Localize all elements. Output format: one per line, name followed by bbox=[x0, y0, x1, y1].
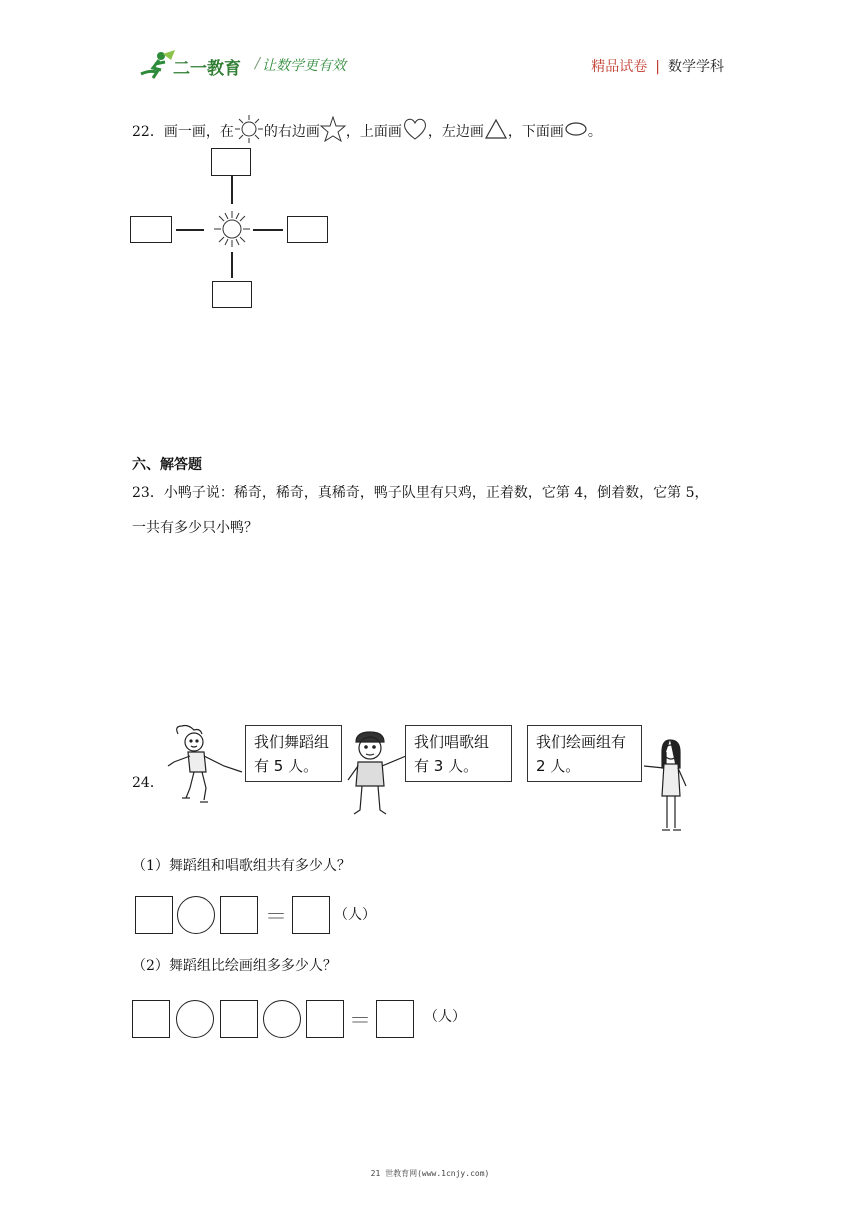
heart-icon bbox=[402, 117, 428, 147]
q23-line-2: 一共有多少只小鸭？ bbox=[132, 520, 258, 536]
triangle-icon bbox=[484, 118, 508, 146]
bubble-dance-line-1: 我们舞蹈组 bbox=[254, 733, 330, 751]
speech-bubble-sing bbox=[405, 725, 512, 782]
q24-sub-1: （1）舞蹈组和唱歌组共有多少人？ bbox=[132, 858, 351, 874]
eq1-box-2[interactable] bbox=[220, 896, 258, 934]
eq1-equals: ＝ bbox=[265, 905, 288, 930]
eq1-operator-circle[interactable] bbox=[177, 896, 215, 934]
q22-text-4: ，左边画 bbox=[427, 124, 484, 140]
bubble-dance-line-2: 有 5 人。 bbox=[254, 757, 319, 775]
eq1-unit: （人） bbox=[334, 907, 376, 923]
q24-sub-2: （2）舞蹈组比绘画组多多少人？ bbox=[132, 958, 337, 974]
eq1-result-box[interactable] bbox=[292, 896, 330, 934]
connector-top bbox=[231, 176, 233, 204]
eq2-unit: （人） bbox=[424, 1009, 466, 1025]
eq2-operator-circle-2[interactable] bbox=[263, 1000, 301, 1038]
dancer-girl-illustration bbox=[164, 724, 244, 813]
header-subject: 数学学科 bbox=[668, 59, 724, 75]
answer-box-left[interactable] bbox=[130, 216, 172, 243]
q22-text-3: ，上面画 bbox=[345, 124, 402, 140]
connector-right bbox=[253, 229, 283, 231]
q22-text-1: 画一画，在 bbox=[163, 124, 234, 140]
star-icon bbox=[320, 116, 346, 148]
q23-line-1: 23．小鸭子说：稀奇，稀奇，真稀奇，鸭子队里有只鸡，正着数，它第 4，倒着数，它第 5， bbox=[132, 485, 709, 501]
page-footer: 21 世教育网(www.1cnjy.com) bbox=[370, 1169, 490, 1178]
speech-bubble-dance bbox=[245, 725, 342, 782]
singer-boy-illustration bbox=[340, 730, 408, 824]
eq2-box-3[interactable] bbox=[306, 1000, 344, 1038]
question-22 bbox=[132, 114, 602, 150]
eq2-box-1[interactable] bbox=[132, 1000, 170, 1038]
q22-text-2: 的右边画 bbox=[263, 124, 320, 140]
bubble-draw-line-1: 我们绘画组有 bbox=[536, 733, 627, 751]
bubble-sing-line-2: 有 3 人。 bbox=[414, 757, 479, 775]
eq2-operator-circle-1[interactable] bbox=[176, 1000, 214, 1038]
answer-box-right[interactable] bbox=[287, 216, 328, 243]
answer-box-top[interactable] bbox=[211, 148, 251, 176]
section-title: 六、解答题 bbox=[132, 457, 202, 473]
eq2-box-2[interactable] bbox=[220, 1000, 258, 1038]
q22-text-6: 。 bbox=[587, 124, 602, 140]
header-right bbox=[591, 56, 724, 76]
header-slogan: 让数学更有效 bbox=[262, 58, 346, 74]
eq2-result-box[interactable] bbox=[376, 1000, 414, 1038]
header-label: 精品试卷 bbox=[591, 59, 648, 75]
site-logo bbox=[135, 48, 255, 82]
sun-icon bbox=[234, 114, 264, 150]
center-sun-icon bbox=[213, 210, 251, 252]
q22-number: 22． bbox=[132, 124, 164, 140]
eq1-box-1[interactable] bbox=[135, 896, 173, 934]
q24-number: 24． bbox=[132, 775, 164, 791]
header-separator: | bbox=[655, 59, 660, 75]
eq2-equals: ＝ bbox=[349, 1009, 372, 1034]
header-slash: / bbox=[255, 54, 261, 72]
bubble-sing-line-1: 我们唱歌组 bbox=[414, 733, 490, 751]
painter-girl-illustration bbox=[640, 738, 702, 842]
oval-icon bbox=[564, 121, 588, 143]
speech-bubble-draw bbox=[527, 725, 642, 782]
connector-bottom bbox=[231, 252, 233, 278]
answer-box-bottom[interactable] bbox=[212, 281, 252, 308]
bubble-draw-line-2: 2 人。 bbox=[536, 757, 581, 775]
runner-logo-icon bbox=[135, 48, 255, 82]
connector-left bbox=[176, 229, 204, 231]
q22-text-5: ，下面画 bbox=[507, 124, 564, 140]
svg-text:二一教育: 二一教育 bbox=[173, 59, 241, 79]
